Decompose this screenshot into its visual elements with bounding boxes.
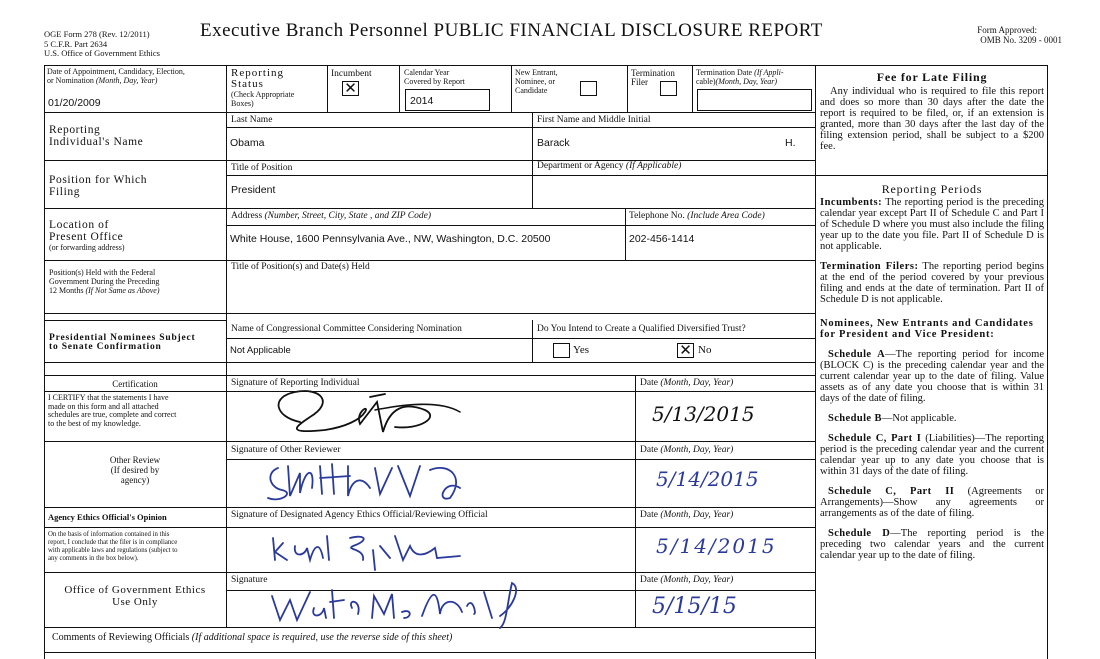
oge-signature-label: Signature — [231, 575, 268, 585]
location-line1: Location of — [49, 219, 109, 231]
late-filing-section — [820, 70, 1044, 152]
department-label-qualifier: (If Applicable) — [625, 161, 682, 171]
termination-date-line1: Termination Date — [696, 68, 753, 77]
title-of-position-label: Title of Position — [231, 163, 293, 173]
new-entrant-line3: Candidate — [515, 86, 548, 95]
reporting-individual-signature — [265, 382, 465, 442]
other-reviewer-signature-label: Signature of Other Reviewer — [231, 445, 341, 455]
other-review-heading-3: agency) — [120, 475, 150, 485]
late-filing-title: Fee for Late Filing — [876, 70, 988, 84]
certification-date-value[interactable]: 5/13/2015 — [652, 402, 755, 426]
oge-date-value[interactable]: 5/15/15 — [652, 594, 737, 619]
new-entrant-line2: Nominee, or — [515, 77, 555, 86]
schedule-a-text: —The reporting period for income (BLOCK C) is the preceding calendar year and the current calendar year up to the date of filing. Value assets as of any date you choose that is within 31 days of the date of filing. — [820, 349, 1044, 404]
other-review-date-label-format: (Month, Day, Year) — [660, 445, 734, 455]
position-label — [49, 174, 147, 198]
schedule-d-paragraph — [820, 528, 1044, 561]
telephone-value[interactable]: 202-456-1414 — [629, 233, 695, 245]
reporting-status-title: Reporting Status — [231, 67, 284, 90]
new-entrant-checkbox[interactable] — [580, 81, 597, 96]
nominees-line1: Presidential Nominees Subject — [49, 333, 196, 343]
comments-label-qualifier: (If additional space is required, use the reverse side of this sheet) — [191, 632, 453, 643]
reporting-periods-title: Reporting Periods — [881, 182, 983, 196]
schedule-b-label: Schedule B — [828, 413, 882, 424]
address-label-text: Address — [231, 211, 263, 221]
agency-ethics-text-2: report, I conclude that the filer is in compliance — [48, 539, 178, 546]
prior-title-label: Title of Position(s) and Date(s) Held — [231, 262, 370, 272]
agency-ethics-date-label-format: (Month, Day, Year) — [660, 510, 734, 520]
qdt-label: Do You Intend to Create a Qualified Diversified Trust? — [537, 324, 746, 334]
certification-date-label-text: Date — [640, 378, 658, 388]
schedule-d-label: Schedule D — [828, 528, 891, 539]
reporting-individual-line1: Reporting — [49, 124, 101, 136]
schedule-d-text: —The reporting period is the preceding two calendar years and the current calendar year up to the date of filing. — [820, 528, 1044, 561]
reporting-status-sub2: Boxes) — [231, 99, 254, 108]
prior-line1: Position(s) Held with the Federal — [49, 268, 156, 277]
form-number: OGE Form 278 (Rev. 12/2011) — [44, 29, 150, 39]
prior-line3-qualifier: (If Not Same as Above) — [85, 286, 160, 295]
schedule-a-label: Schedule A — [828, 349, 886, 360]
appointment-date-label-format: (Month, Day, Year) — [95, 76, 158, 85]
agency-ethics-text-3: with applicable laws and regulations (subject to — [48, 547, 178, 554]
ethics-official-signature — [265, 528, 475, 572]
reporting-individual-line2: Individual's Name — [49, 136, 144, 148]
appointment-date-value[interactable]: 01/20/2009 — [48, 97, 101, 109]
agency-ethics-date-label — [640, 511, 733, 520]
prior-line2: Government During the Preceding — [49, 277, 160, 286]
committee-label: Name of Congressional Committee Considering Nomination — [231, 324, 462, 334]
prior-line3: 12 Months — [49, 286, 84, 295]
other-review-date-value[interactable]: 5/14/2015 — [656, 467, 759, 491]
location-line2: Present Office — [49, 231, 124, 243]
prior-positions-label — [49, 268, 160, 295]
page-title: Executive Branch Personnel PUBLIC FINANCIAL DISCLOSURE REPORT — [200, 20, 823, 41]
certification-text-1: I CERTIFY that the statements I have — [48, 393, 169, 402]
first-name-value[interactable]: Barack — [537, 137, 570, 149]
calendar-year-label-line1: Calendar Year — [404, 68, 450, 77]
ethics-official-signature-label: Signature of Designated Agency Ethics Official/Reviewing Official — [231, 510, 488, 520]
committee-value[interactable]: Not Applicable — [230, 345, 291, 356]
agency-ethics-date-label-text: Date — [640, 510, 658, 520]
other-review-heading — [44, 455, 226, 485]
termination-paragraph — [820, 261, 1044, 305]
department-label-text: Department or Agency — [537, 161, 624, 171]
certification-text-2: made on this form and all attached — [48, 401, 159, 411]
termination-filers-text: The reporting period begins at the end of the period covered by your previous filing and ends at the date of termination. Part II of Schedule D is not applicable. — [820, 261, 1044, 305]
omb-approval — [930, 25, 1062, 45]
other-reviewer-signature — [260, 458, 480, 508]
form-identifier — [44, 30, 160, 59]
other-review-heading-2: (If desired by — [110, 465, 160, 475]
location-label — [49, 219, 125, 252]
qdt-yes-label: Yes — [573, 344, 590, 356]
telephone-label — [629, 212, 765, 221]
middle-initial-value[interactable]: H. — [785, 137, 796, 149]
calendar-year-label — [404, 68, 465, 86]
calendar-year-field[interactable]: 2014 — [405, 89, 490, 111]
agency-ethics-text-1: On the basis of information contained in this — [48, 531, 170, 538]
reporting-status-label — [231, 68, 326, 108]
termination-filer-checkbox[interactable] — [660, 81, 677, 96]
comments-label-text: Comments of Reviewing Officials — [52, 632, 190, 643]
oge-date-label-text: Date — [640, 575, 658, 585]
certification-text-3: schedules are true, complete and correct — [48, 410, 177, 419]
address-label-qualifier: (Number, Street, City, State , and ZIP Code) — [264, 211, 432, 221]
cfr-citation: 5 C.F.R. Part 2634 — [44, 38, 108, 49]
appointment-date-label-line1: Date of Appointment, Candidacy, Election, — [47, 67, 185, 76]
schedule-c2-paragraph — [820, 486, 1044, 519]
oge-heading-2: Use Only — [112, 596, 158, 608]
certification-date-label-format: (Month, Day, Year) — [660, 378, 734, 388]
schedule-a-paragraph — [820, 349, 1044, 404]
termination-date-line2i: (Month, Day, Year) — [715, 77, 778, 86]
new-entrant-line1: New Entrant, — [515, 68, 558, 77]
termination-date-line2: cable) — [696, 77, 716, 86]
presidential-nominees-label — [49, 334, 196, 352]
qdt-no-checkbox[interactable]: ✕ — [677, 343, 694, 358]
schedule-c1-paragraph — [820, 433, 1044, 477]
termination-line1: Termination — [631, 68, 675, 78]
appointment-date-label-line2: or Nomination — [47, 76, 94, 85]
termination-line2: Filer — [631, 77, 648, 87]
appointment-date-label — [47, 67, 225, 85]
other-review-date-label — [640, 446, 733, 455]
qdt-yes-checkbox[interactable] — [553, 343, 570, 358]
department-label — [537, 162, 681, 171]
omb-number: OMB No. 3209 - 0001 — [980, 35, 1062, 45]
position-label-line2: Filing — [49, 186, 81, 198]
address-label — [231, 212, 431, 221]
schedule-b-paragraph — [820, 413, 1044, 424]
certification-text-4: to the best of my knowledge. — [48, 418, 141, 428]
qdt-no-label: No — [698, 344, 712, 356]
address-value[interactable]: White House, 1600 Pennsylvania Ave., NW, Washington, D.C. 20500 — [230, 233, 551, 245]
telephone-label-qualifier: (Include Area Code) — [687, 211, 765, 221]
new-entrant-label — [515, 68, 558, 95]
last-name-value[interactable]: Obama — [230, 137, 265, 149]
incumbents-label: Incumbents: — [820, 197, 883, 208]
other-review-date-label-text: Date — [640, 445, 658, 455]
position-label-line1: Position for Which — [49, 174, 148, 186]
schedule-c1-label: Schedule C, Part I — [828, 433, 922, 444]
termination-filers-label: Termination Filers: — [820, 261, 919, 272]
late-filing-text: Any individual who is required to file this report and does so more than 30 days after the date the report is required to be filed, or, if an extension is granted, more than 30 days after the last day of the filing extension period, shall be subject to a $200 fee. — [820, 86, 1044, 152]
certification-text — [48, 394, 224, 428]
agency-ethics-text — [48, 531, 224, 563]
reporting-individual-label — [49, 124, 143, 148]
incumbent-label: Incumbent — [331, 69, 372, 79]
agency-name: U.S. Office of Government Ethics — [44, 48, 160, 58]
comments-label — [52, 633, 452, 642]
location-line3: (or forwarding address) — [49, 243, 125, 252]
other-review-heading-1: Other Review — [109, 455, 161, 465]
certification-date-label — [640, 379, 733, 388]
first-name-label: First Name and Middle Initial — [537, 115, 651, 125]
reporting-status-sub1: (Check Appropriate — [231, 90, 295, 99]
termination-date-label — [696, 68, 814, 86]
termination-date-field[interactable] — [697, 89, 812, 111]
nominees-line2: to Senate Confirmation — [49, 342, 162, 352]
reporting-signature-label: Signature of Reporting Individual — [231, 378, 360, 388]
approved-label: Form Approved: — [977, 25, 1037, 35]
schedule-c1-text: (Liabilities)—The reporting period is the preceding calendar year and the current calendar year up to any date you choose that is within 31 days of the date of filing. — [820, 433, 1044, 477]
last-name-label: Last Name — [231, 115, 273, 125]
reporting-periods-section — [820, 182, 1044, 659]
calendar-year-label-line2: Covered by Report — [404, 77, 465, 86]
certification-heading: Certification — [112, 379, 158, 389]
oge-date-label-format: (Month, Day, Year) — [660, 575, 734, 585]
telephone-label-text: Telephone No. — [629, 211, 685, 221]
agency-ethics-text-4: any comments in the box below). — [48, 555, 139, 562]
incumbent-checkbox[interactable]: ✕ — [342, 81, 359, 96]
title-of-position-value[interactable]: President — [231, 184, 276, 196]
incumbents-text: The reporting period is the preceding calendar year except Part II of Schedule C and Part I of Schedule D where you must also include the filing year up to the date you file. Part II of Schedule D is not applicable. — [820, 197, 1044, 252]
schedule-c2-text: (Agreements or Arrangements)—Show any agreements or arrangements as of the date of filing. — [820, 486, 1044, 519]
termination-date-line1i: (If Appli- — [754, 68, 784, 77]
agency-ethics-date-value[interactable]: 5/14/2015 — [656, 534, 777, 558]
incumbents-paragraph — [820, 197, 1044, 252]
oge-heading-1: Office of Government Ethics — [64, 584, 206, 596]
oge-date-label — [640, 576, 733, 585]
nominees-heading: Nominees, New Entrants and Candidates for President and Vice President: — [820, 318, 1034, 340]
oge-heading — [44, 584, 226, 608]
schedule-c2-label: Schedule C, Part II — [828, 486, 955, 497]
oge-official-signature — [262, 578, 542, 630]
agency-ethics-heading: Agency Ethics Official's Opinion — [48, 512, 167, 522]
schedule-b-text: —Not applicable. — [881, 413, 957, 424]
